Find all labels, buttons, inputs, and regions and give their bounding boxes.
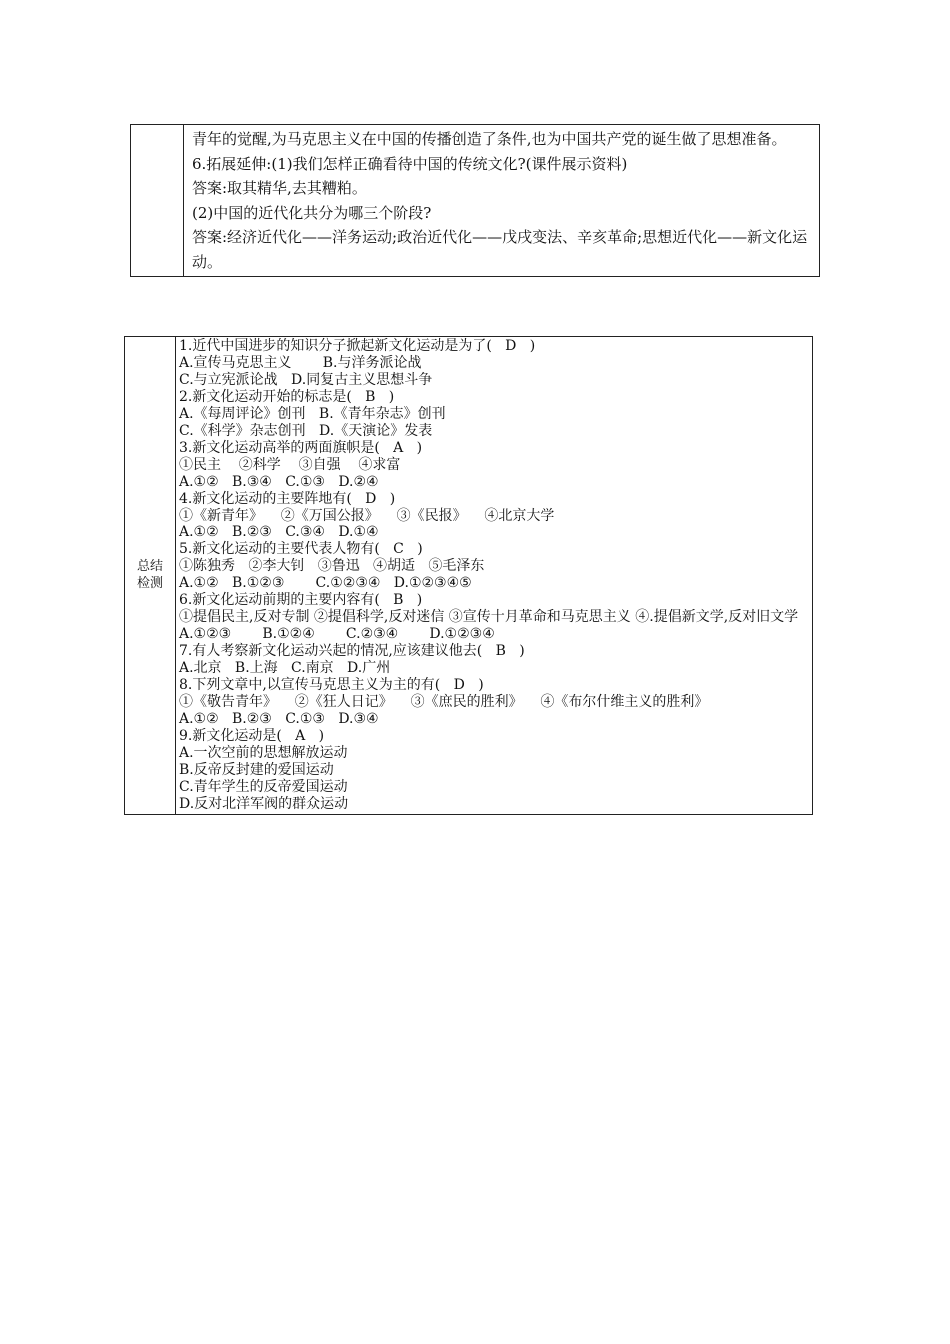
option-line: C.青年学生的反帝爱国运动 [179, 778, 348, 795]
question-text: 1.近代中国进步的知识分子掀起新文化运动是为了( D ) [179, 338, 536, 354]
option-line: A.①② B.①②③ C.①②③④ D.①②③④⑤ [179, 575, 472, 592]
question-text: 5.新文化运动的主要代表人物有( C ) [179, 541, 423, 558]
question-text: 6.新文化运动前期的主要内容有( B ) [179, 592, 423, 609]
option-line: A.一次空前的思想解放运动 [179, 744, 348, 761]
question-text: 7.有人考察新文化运动兴起的情况,应该建议他去( B ) [179, 643, 525, 660]
item-line: ①《新青年》 ②《万国公报》 ③《民报》 ④北京大学 [179, 507, 555, 524]
option-line: A.宣传马克思主义 B.与洋务派论战 [179, 354, 422, 371]
option-line: A.北京 B.上海 C.南京 D.广州 [179, 660, 391, 677]
option-line: A.①②③ B.①②④ C.②③④ D.①②③④ [179, 626, 495, 643]
question-text: 3.新文化运动高举的两面旗帜是( A ) [179, 439, 423, 456]
option-line: A.①② B.②③ C.①③ D.③④ [179, 710, 379, 727]
lesson-table-continued [130, 124, 820, 277]
question-text: 9.新文化运动是( A ) [179, 727, 325, 744]
content-line: 答案:取其精华,去其糟粕。 [192, 179, 367, 197]
quiz-content-cell [176, 337, 813, 815]
option-line: A.①② B.③④ C.①③ D.②④ [179, 473, 379, 490]
item-line: ①陈独秀 ②李大钊 ③鲁迅 ④胡适 ⑤毛泽东 [179, 558, 485, 575]
option-line: A.①② B.②③ C.③④ D.①④ [179, 524, 379, 541]
section-label-line: 总结 [136, 559, 163, 575]
question-text: 2.新文化运动开始的标志是( B ) [179, 388, 395, 405]
option-line: D.反对北洋军阀的群众运动 [179, 795, 349, 812]
section-label-cell [131, 125, 184, 277]
item-line: ①《敬告青年》 ②《狂人日记》 ③《庶民的胜利》 ④《布尔什维主义的胜利》 [179, 694, 709, 711]
option-line: B.反帝反封建的爱国运动 [179, 761, 334, 778]
content-line: 答案:经济近代化——洋务运动;政治近代化——戊戌变法、辛亥革命;思想近代化——新文化运动。 [192, 228, 808, 271]
question-text: 8.下列文章中,以宣传马克思主义为主的有( D ) [179, 677, 484, 694]
content-line: 青年的觉醒,为马克思主义在中国的传播创造了条件,也为中国共产党的诞生做了思想准备。 [192, 130, 787, 148]
content-line: (2)中国的近代化共分为哪三个阶段? [192, 203, 432, 222]
question-text: 4.新文化运动的主要阵地有( D ) [179, 490, 396, 507]
item-line: ①民主 ②科学 ③自强 ④求富 [179, 456, 401, 473]
item-line: ①提倡民主,反对专制 ②提倡科学,反对迷信 ③宣传十月革命和马克思主义 ④.提倡新文学,反对旧文学 [179, 609, 799, 626]
option-line: C.《科学》杂志创刊 D.《天演论》发表 [179, 422, 433, 439]
lesson-content-cell [184, 125, 820, 277]
content-line: 6.拓展延伸:(1)我们怎样正确看待中国的传统文化?(课件展示资料) [192, 154, 628, 173]
option-line: A.《每周评论》创刊 B.《青年杂志》创刊 [179, 405, 446, 422]
section-label-line: 检测 [136, 576, 163, 592]
summary-test-table [124, 336, 813, 815]
section-label-summary-test [125, 337, 176, 815]
option-line: C.与立宪派论战 D.同复古主义思想斗争 [179, 371, 433, 388]
